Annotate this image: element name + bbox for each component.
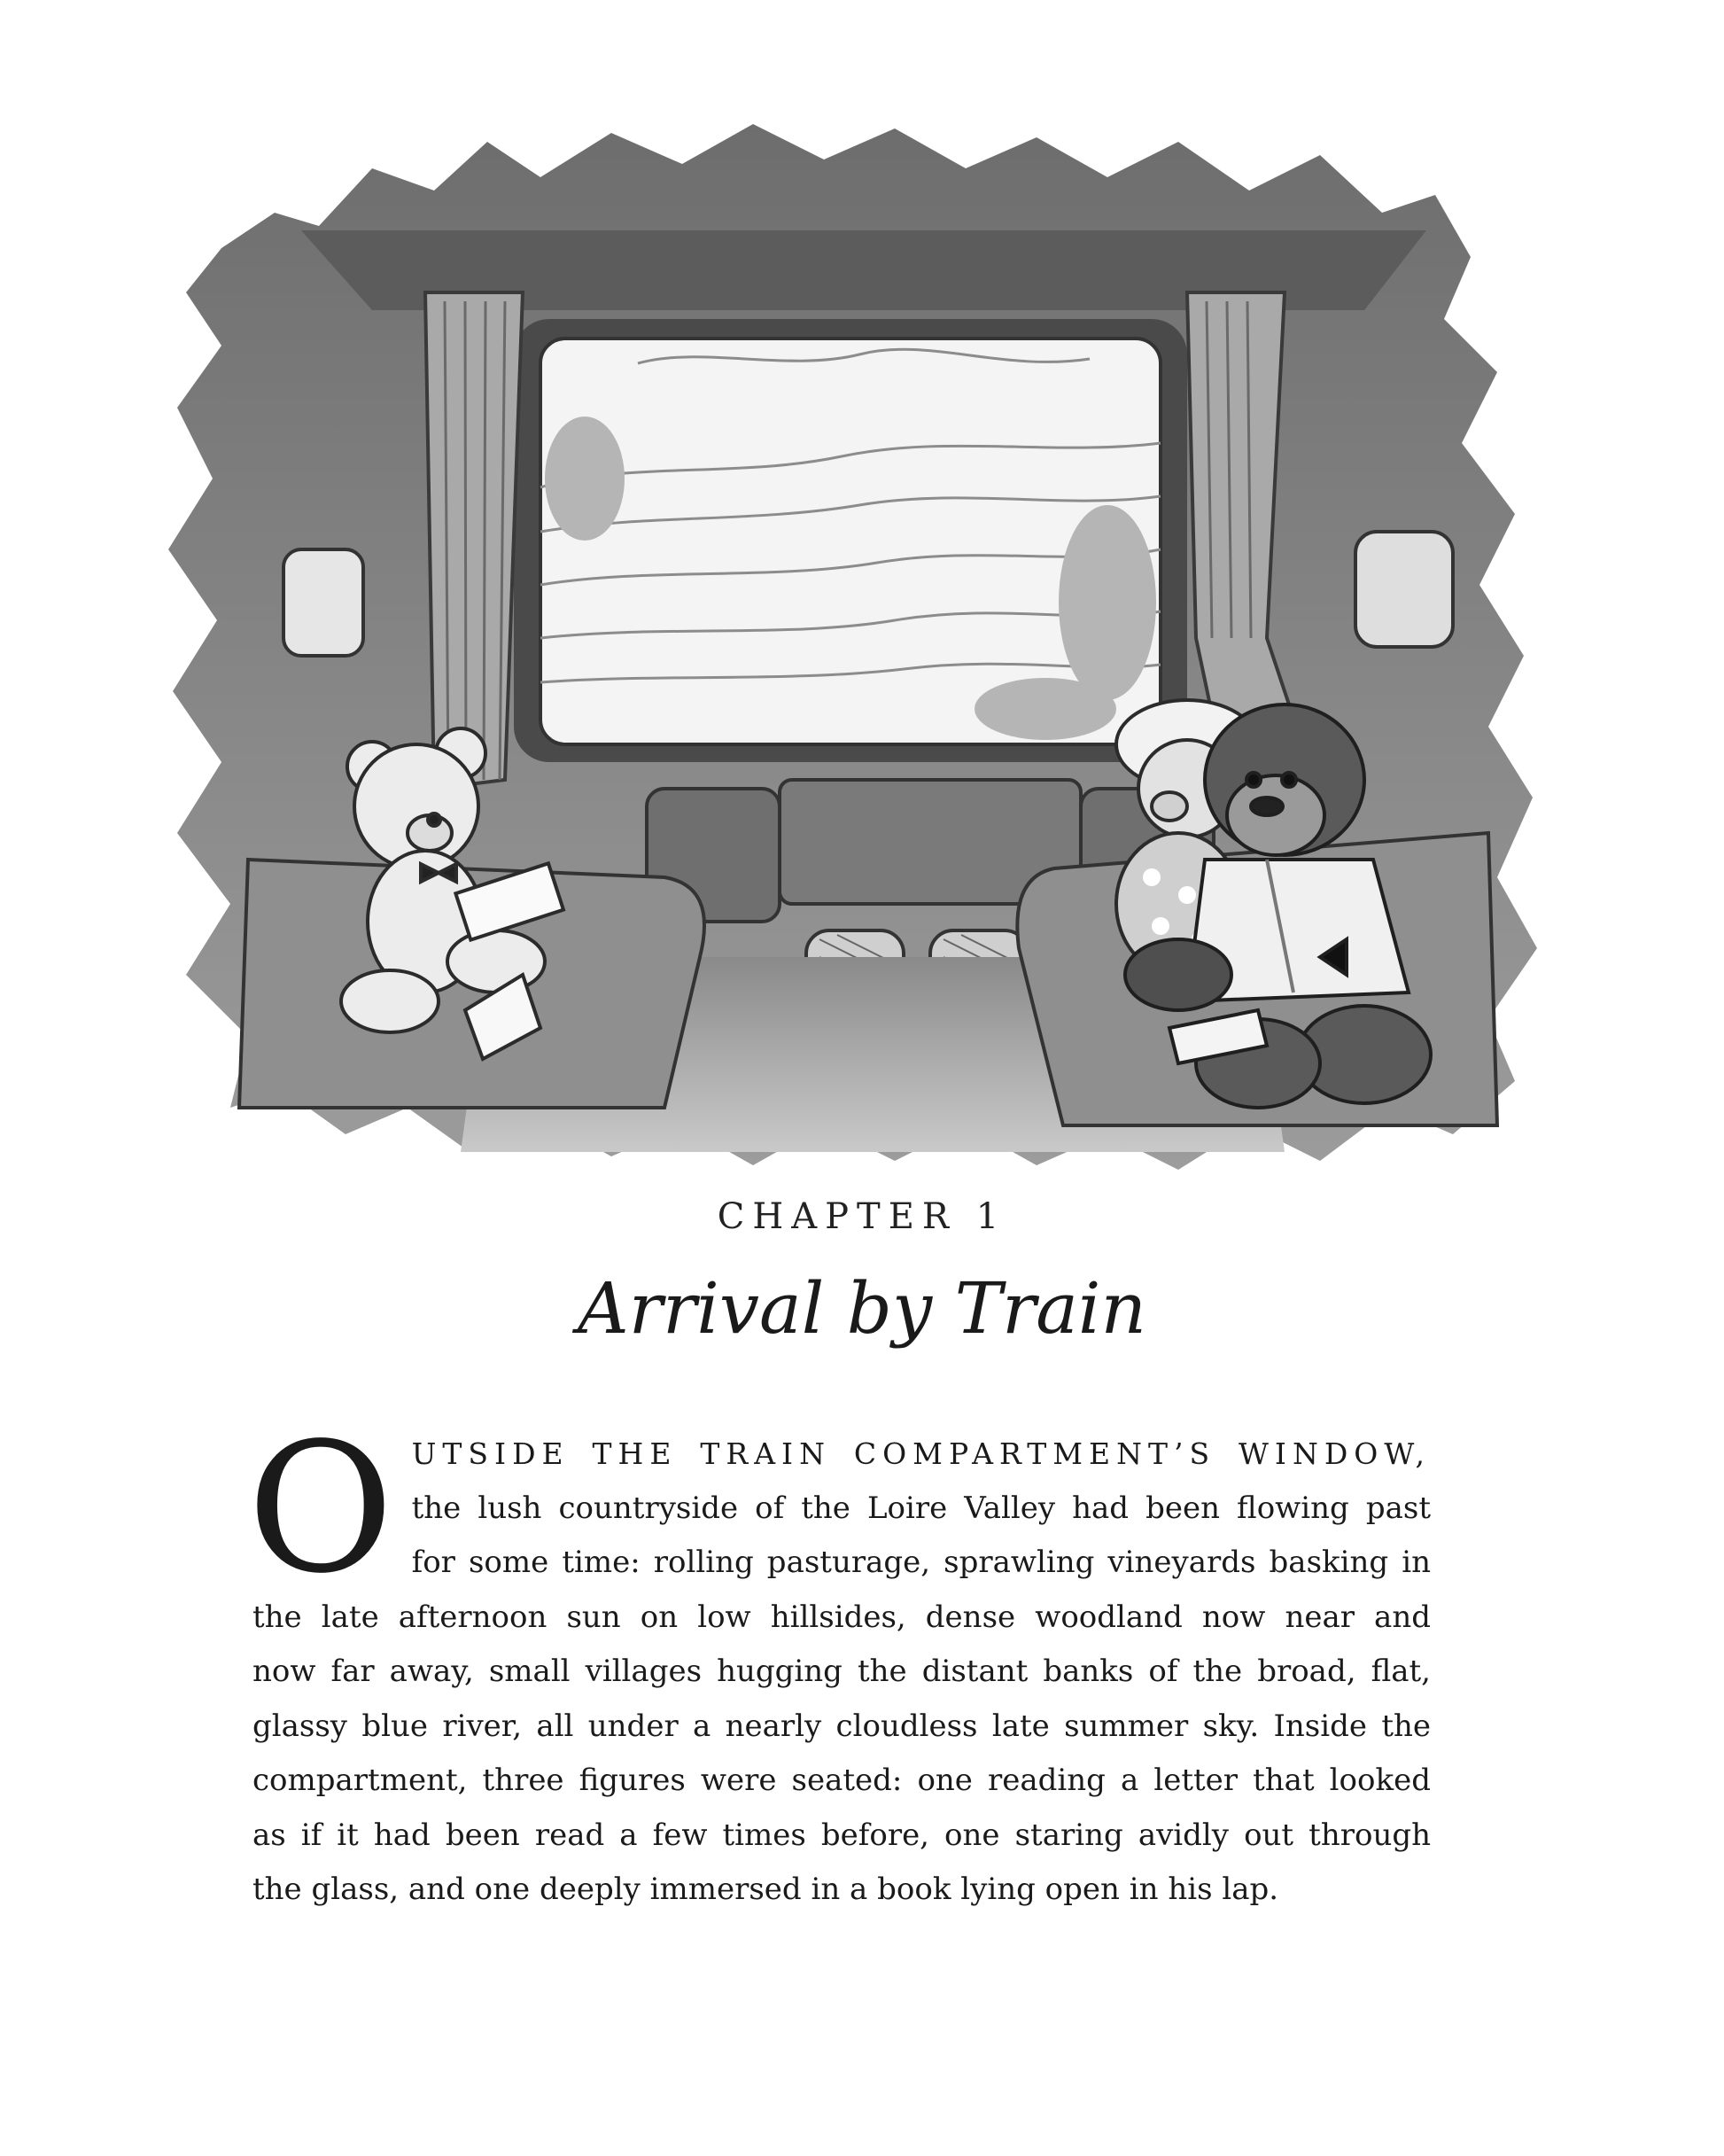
body-line: as if it had been read a few times before, one staring avidly out through bbox=[252, 1817, 1431, 1853]
body-line: the glass, and one deeply immersed in a book lying open in his lap. bbox=[252, 1872, 1279, 1907]
chapter-body-text bbox=[247, 1404, 1431, 1918]
train-compartment-illustration bbox=[168, 106, 1559, 1196]
body-line: the late afternoon sun on low hillsides, dense woodland now near and bbox=[252, 1599, 1431, 1635]
body-line: UTSIDE THE TRAIN COMPARTMENT’S WINDOW, bbox=[411, 1436, 1431, 1471]
illustration-svg bbox=[168, 106, 1559, 1196]
body-line: now far away, small villages hugging the distant banks of the broad, flat, bbox=[252, 1654, 1431, 1689]
body-line: for some time: rolling pasturage, sprawling vineyards basking in bbox=[411, 1545, 1431, 1580]
body-line: glassy blue river, all under a nearly cloudless late summer sky. Inside the bbox=[252, 1708, 1431, 1744]
chapter-title: Arrival by Train bbox=[578, 1267, 1146, 1350]
body-line: compartment, three figures were seated: one reading a letter that looked bbox=[252, 1763, 1431, 1798]
chapter-label: CHAPTER 1 bbox=[717, 1196, 1007, 1237]
body-line: the lush countryside of the Loire Valley had been flowing past bbox=[411, 1490, 1431, 1526]
drop-cap: O bbox=[247, 1404, 394, 1613]
